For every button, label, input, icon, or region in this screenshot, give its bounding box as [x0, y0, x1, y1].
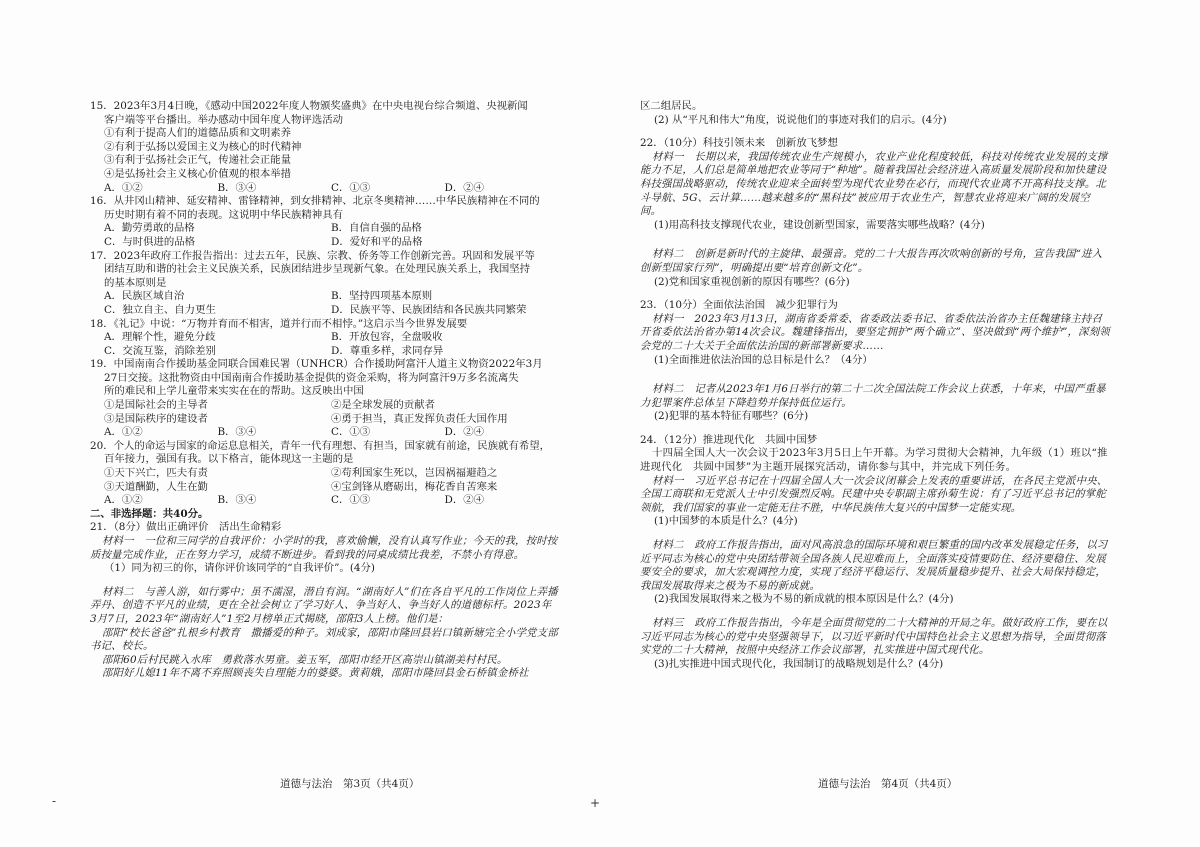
option: ③天道酬勤，人生在勤	[104, 480, 208, 493]
q18-choices	[90, 345, 558, 359]
q24-question-3: (3)扎实推进中国式现代化，我国制订的战略规划是什么？(4分)	[654, 657, 944, 670]
choice-c: C．与时俱进的品格	[104, 235, 196, 248]
option: ①天下兴亡，匹夫有责	[104, 467, 208, 480]
page-footer-4: 道德与法治 第4页（共4页）	[818, 778, 958, 790]
choice-d: D．民族平等、民族团结和各民族共同繁荣	[331, 303, 527, 316]
option: ④宝剑锋从磨砺出，梅花香自苦寒来	[331, 480, 498, 493]
q21-material-2: 邵阳“校长爸爸”扎根乡村教育 撒播爱的种子。刘成家，邵阳市隆回县岩口镇新塘完全小学党支部书记、校长。	[90, 626, 558, 653]
q24-question-1: (1)中国梦的本质是什么？(4分)	[654, 515, 798, 528]
choice-c: C．①③	[331, 426, 371, 439]
choice-b: B．坚持四项基本原则	[331, 290, 433, 303]
q15-stem: 客户端等平台播出。举办感动中国年度人物评选活动	[104, 113, 343, 126]
choice-c: C．交流互鉴，消除差别	[104, 344, 216, 357]
choice-d: D．爱好和平的品格	[331, 235, 423, 248]
q20-options	[90, 467, 558, 481]
q19-stem: 19．中国南南合作援助基金同联合国难民署（UNHCR）合作援助阿富汗人道主义物资2022年3月	[90, 358, 543, 371]
q15-choices	[90, 182, 558, 196]
q15-option: ④是弘扬社会主义核心价值观的根本举措	[104, 167, 292, 180]
q21-material-2: 材料二 与善人游，如行雾中；虽不濡湿，潜自有润。“湖南好人”们在各自平凡的工作岗位上弄播弄丹、创造不平凡的业绩，更在全社会树立了学习好人、争当好人、争当好人的道德标杆。2023年3月7日，2023年“湖南好人”1至2月榜单正式揭晓，邵阳3人上榜。他们是：	[90, 585, 558, 625]
q18-choices	[90, 331, 558, 345]
choice-c: C．①③	[331, 181, 371, 194]
q17-stem: 团结互助和谐的社会主义民族关系，民族团结进步呈现新气象。在处理民族关系上，我国坚持	[104, 263, 531, 276]
choice-b: B．开放包容，全盘吸收	[331, 331, 443, 344]
q21-material-2: 邵阳60后村民跳入水库 勇救落水男童。姜玉军，邵阳市经开区高崇山镇湖美村村民。	[102, 653, 508, 666]
q19-stem: 所的难民和上学儿童带来实实在在的帮助。这反映出中国	[104, 385, 364, 398]
q22-heading: 22．（10分）科技引领未来 创新放飞梦想	[640, 137, 838, 150]
q21-material-1: 材料一 一位和三同学的自我评价：小学时的我，喜欢偷懒，没有认真写作业；今天的我，按时按质按量完成作业，正在努力学习，成绩不断进步。看到我的同桌成绩比我差，不禁小有得意。	[90, 535, 558, 561]
q24-heading: 24．（12分）推进现代化 共圆中国梦	[640, 433, 818, 446]
q16-stem: 16．从井冈山精神、延安精神、雷锋精神，到女排精神、北京冬奥精神……中华民族精神在不同的	[90, 195, 540, 208]
choice-a: A．勤劳勇敢的品格	[104, 222, 195, 235]
q19-choices	[90, 426, 558, 440]
choice-a: A．①②	[104, 181, 143, 194]
choice-a: A．民族区域自治	[104, 290, 185, 303]
option: ②苟利国家生死以，岂因祸福避趋之	[331, 467, 498, 480]
q15-option: ①有利于提高人们的道德品质和文明素养	[104, 127, 292, 140]
option: ③是国际秩序的建设者	[104, 412, 208, 425]
q24-question-2: (2)我国发展取得来之极为不易的新成就的根本原因是什么？(4分)	[654, 593, 954, 606]
q24-material-2: 材料二 政府工作报告指出，面对风高浪急的国际环境和艰巨繁重的国内改革发展稳定任务，以习近平同志为核心的党中央团结带领全国各族人民迎难而上，全面落实疫情要防住、经济要稳住、发展要安全的要求，加大宏观调控力度，实现了经济平稳运行、发展质量稳步提升、社会大局保持稳定，我国发展取得来之极为不易的新成就。	[640, 539, 1108, 592]
q21-material-2: 邵阳好儿媳11年不离不弃照顾丧失自理能力的婆婆。黄莉娥，邵阳市隆回县金石桥镇金桥社	[102, 667, 529, 680]
q15-stem: 15．2023年3月4日晚，《感动中国2022年度人物颁奖盛典》在中央电视台综合频道、央视新闻	[90, 100, 528, 112]
q23-material-1: 材料一 2023年3月13日，湖南省委常委、省委政法委书记、省委依法治省办主任魏建锋主持召开省委依法治省办第14次会议。魏建锋指出，要坚定拥护“两个确立”、坚决做到“两个维护”，深刻领会党的二十大关于全面依法治国的新部署新要求……	[640, 312, 1110, 352]
choice-b: B．③④	[217, 426, 257, 439]
q16-choices	[90, 236, 558, 250]
choice-a: A．①②	[104, 426, 143, 439]
page-footer-3: 道德与法治 第3页（共4页）	[280, 778, 420, 790]
q20-choices	[90, 494, 558, 508]
q22-question-1: (1)用高科技支撑现代农业，建设创新型国家，需要落实哪些战略？(4分)	[654, 218, 985, 231]
q24-intro: 十四届全国人大一次会议于2023年3月5日上午开幕。为学习贯彻大会精神，九年级（1）班以“推进现代化 共圆中国梦”为主题开展探究活动，请你参与其中，并完成下列任务。	[640, 447, 1108, 474]
choice-d: D．②④	[444, 494, 485, 507]
q17-stem: 的基本原则是	[104, 276, 167, 289]
choice-c: C．①③	[331, 494, 371, 507]
q17-choices	[90, 290, 558, 304]
choice-c: C．独立自主、自力更生	[104, 303, 216, 316]
q21-heading: 21．（8分）做出正确评价 活出生命精彩	[90, 521, 282, 534]
q22-question-2: (2)党和国家重视创新的原因有哪些？(6分)	[654, 275, 850, 288]
q23-material-2: 材料二 记者从2023年1月6日举行的第二十二次全国法院工作会议上获悉，十年来，中国严重暴力犯罪案件总体呈下降趋势并保持低位运行。	[640, 383, 1106, 409]
q21-continuation: 区二组居民。	[640, 100, 703, 112]
choice-b: B．③④	[217, 181, 257, 194]
q21-question-1: （1）同为初三的你，请你评价该同学的“自我评价”。(4分)	[104, 562, 375, 575]
option: ②是全球发展的贡献者	[331, 399, 435, 412]
q15-option: ③有利于弘扬社会正气，传递社会正能量	[104, 154, 292, 167]
q23-heading: 23．（10分）全面依法治国 减少犯罪行为	[640, 299, 838, 312]
registration-mark: +	[590, 796, 601, 810]
choice-a: A．理解个性，避免分歧	[104, 331, 216, 344]
section-heading: 二、非选择题：共40分。	[90, 507, 209, 520]
page-4-column	[640, 100, 1110, 671]
page-3-column	[90, 100, 558, 681]
q19-options	[90, 399, 558, 413]
q15-option: ②有利于弘扬以爱国主义为核心的时代精神	[104, 140, 302, 153]
q20-options	[90, 481, 558, 495]
q19-options	[90, 413, 558, 427]
option: ④勇于担当，真正发挥负责任大国作用	[331, 412, 508, 425]
q17-choices	[90, 304, 558, 318]
q19-stem: 27日交接。这批物资由中国南南合作援助基金提供的资金采购，将为阿富汗9万多名流离失	[104, 371, 519, 384]
q22-material-1: 材料一 长期以来，我国传统农业生产规模小，农业产业化程度较低，科技对传统农业发展的支撑能力不足，人们总是简单地把农业等同于“种地”。随着我国社会经济进入高质量发展阶段和加快建设科技强国战略驱动，传统农业迎来全面转型为现代农业势在必行，而现代农业离不开高科技支撑。北斗导航、5G、云计算……越来越多的“黑科技”被应用于农业生产，智慧农业将迎来广阔的发展空间。	[640, 150, 1108, 218]
q23-question-1: (1)全面推进依法治国的总目标是什么？（4分）	[654, 353, 873, 366]
choice-d: D．尊重多样，求同存异	[331, 344, 444, 357]
q17-stem: 17．2023年政府工作报告指出：过去五年，民族、宗教、侨务等工作创新完善。巩固和发展平等	[90, 249, 535, 262]
choice-d: D．②④	[444, 426, 485, 439]
q23-question-2: (2)犯罪的基本特征有哪些？(6分)	[654, 410, 809, 423]
choice-b: B．自信自强的品格	[331, 222, 422, 235]
q21-question-2: (2) 从“平凡和伟大”角度，说说他们的事迹对我们的启示。(4分)	[654, 113, 947, 126]
choice-a: A．①②	[104, 494, 143, 507]
q24-material-1: 材料一 习近平总书记在十四届全国人大一次会议闭幕会上发表的重要讲话，在各民主党派中央、全国工商联和无党派人士中引发强烈反响。民建中央专职副主席孙菊生说：有了习近平总书记的掌舵领航，我们国家的事业一定能无往不胜，中华民族伟大复兴的中国梦一定能实现。	[640, 474, 1108, 514]
choice-b: B．③④	[217, 494, 257, 507]
q16-choices	[90, 222, 558, 236]
q20-stem: 百年接力，强国有我。以下格言，能体现这一主题的是	[104, 453, 354, 466]
q20-stem: 20．个人的命运与国家的命运息息相关，青年一代有理想、有担当，国家就有前途，民族就有希望，	[90, 439, 551, 452]
q16-stem: 历史时期有着不同的表现。这说明中华民族精神具有	[104, 208, 343, 221]
q22-material-2: 材料二 创新是新时代的主旋律、最强音。党的二十大报告再次吹响创新的号角，宣告我国“进入创新型国家行列”，明确提出要“培育创新文化”。	[640, 248, 1103, 274]
option: ①是国际社会的主导者	[104, 399, 208, 412]
q18-stem: 18．《礼记》中说：“万物并育而不相害，道并行而不相悖。”这启示当今世界发展要	[90, 317, 468, 330]
q24-material-3: 材料三 政府工作报告指出，今年是全面贯彻党的二十大精神的开局之年。做好政府工作，要在以习近平同志为核心的党中央坚强领导下，以习近平新时代中国特色社会主义思想为指导，全面贯彻落实党的二十大精神，按照中央经济工作会议部署，扎实推进中国式现代化。	[640, 617, 1108, 657]
choice-d: D．②④	[444, 181, 485, 194]
edge-mark: -	[52, 794, 57, 808]
